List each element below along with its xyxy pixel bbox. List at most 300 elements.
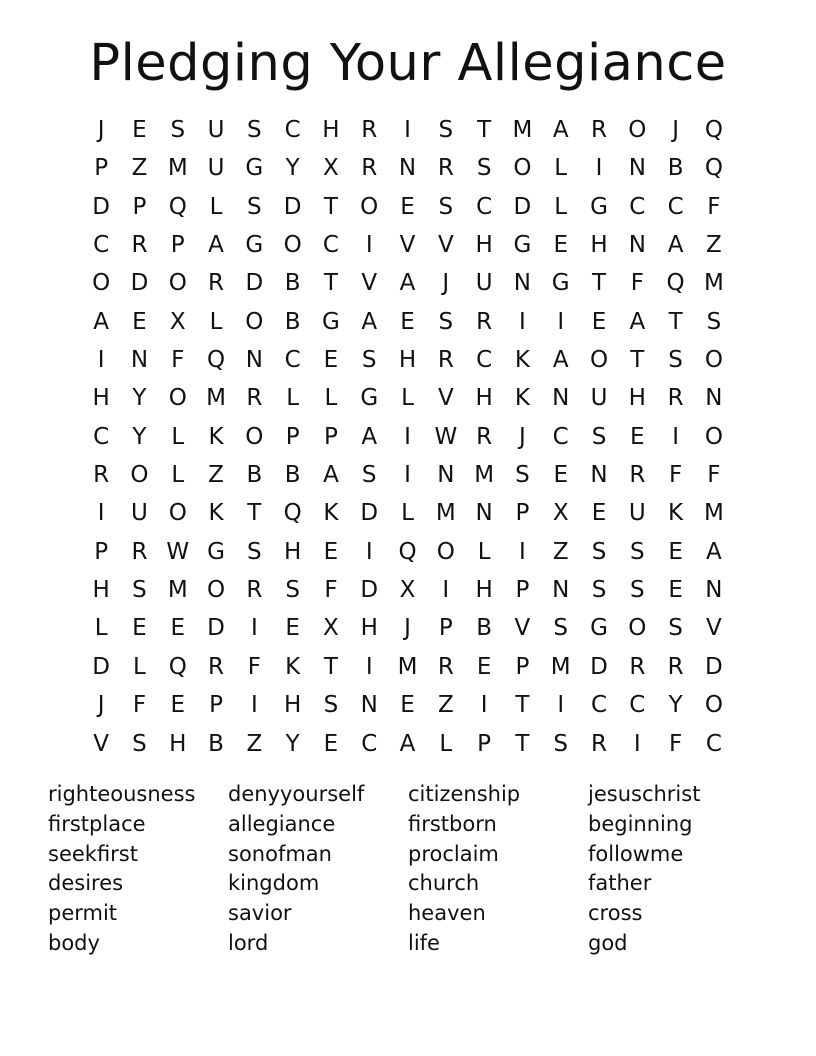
grid-letter[interactable]: I — [365, 653, 373, 680]
grid-letter[interactable]: Y — [285, 155, 300, 182]
grid-letter[interactable]: G — [322, 308, 340, 335]
grid-letter[interactable]: F — [630, 270, 644, 297]
grid-letter[interactable]: F — [132, 692, 147, 719]
grid-letter[interactable]: N — [130, 347, 149, 374]
grid-letter[interactable]: N — [513, 270, 532, 297]
grid-letter[interactable]: U — [628, 500, 646, 527]
grid-letter[interactable]: N — [475, 500, 493, 527]
grid-letter[interactable]: N — [628, 232, 646, 259]
grid-letter[interactable]: I — [365, 232, 373, 259]
grid-letter[interactable]: R — [629, 653, 646, 680]
grid-letter[interactable]: D — [92, 653, 110, 680]
grid-letter[interactable]: C — [93, 232, 110, 259]
grid-letter[interactable]: E — [170, 692, 186, 719]
grid-letter[interactable]: D — [207, 615, 225, 642]
grid-letter[interactable]: S — [591, 577, 607, 604]
grid-letter[interactable]: S — [247, 193, 262, 220]
grid-row — [82, 609, 733, 647]
grid-letter[interactable]: R — [246, 577, 263, 604]
grid-letter[interactable]: Q — [206, 347, 226, 374]
grid-letter[interactable]: C — [629, 692, 646, 719]
grid-letter[interactable]: R — [629, 462, 646, 489]
grid-letter[interactable]: Z — [552, 538, 569, 565]
grid-letter[interactable]: C — [590, 692, 608, 719]
grid-letter[interactable]: J — [442, 270, 450, 297]
grid-letter[interactable]: G — [245, 232, 264, 259]
grid-letter[interactable]: D — [130, 270, 149, 297]
grid-letter[interactable]: D — [513, 193, 532, 220]
grid-letter[interactable]: T — [323, 270, 338, 297]
grid-letter[interactable]: B — [246, 462, 263, 489]
grid-letter[interactable]: H — [92, 577, 110, 604]
grid-letter[interactable]: O — [168, 385, 187, 412]
grid-letter[interactable]: S — [438, 308, 454, 335]
grid-letter[interactable]: X — [323, 615, 339, 642]
grid-letter[interactable]: G — [245, 155, 264, 182]
grid-letter[interactable]: I — [480, 692, 488, 719]
grid-letter[interactable]: I — [404, 462, 411, 489]
grid-letter[interactable]: L — [439, 730, 453, 757]
grid-letter[interactable]: C — [552, 423, 569, 450]
grid-letter[interactable]: R — [437, 347, 454, 374]
grid-letter[interactable]: O — [704, 347, 723, 374]
grid-letter[interactable]: Y — [132, 385, 147, 412]
grid-letter[interactable]: Y — [285, 730, 300, 757]
grid-letter[interactable]: A — [706, 538, 722, 565]
grid-row — [82, 264, 733, 302]
grid-letter[interactable]: A — [323, 462, 339, 489]
grid-letter[interactable]: J — [97, 117, 105, 143]
grid-letter[interactable]: F — [707, 193, 721, 220]
grid-letter[interactable]: R — [476, 423, 493, 450]
grid-letter[interactable]: A — [552, 117, 569, 143]
word-bank-column — [228, 780, 408, 959]
grid-letter[interactable]: K — [285, 653, 301, 680]
grid-letter[interactable]: R — [667, 385, 684, 412]
grid-letter[interactable]: E — [132, 615, 147, 642]
grid-letter[interactable]: G — [590, 193, 608, 220]
grid-letter[interactable]: X — [169, 308, 186, 335]
grid-letter[interactable]: N — [398, 155, 417, 182]
grid-letter[interactable]: U — [475, 270, 493, 297]
grid-letter[interactable]: X — [552, 500, 569, 527]
grid-letter[interactable]: Q — [168, 193, 187, 220]
grid-letter[interactable]: I — [519, 308, 526, 335]
grid-letter[interactable]: Q — [704, 117, 723, 143]
grid-letter[interactable]: P — [94, 155, 109, 182]
grid-letter[interactable]: W — [166, 538, 190, 565]
grid-letter[interactable]: O — [436, 538, 455, 565]
grid-letter[interactable]: R — [361, 117, 378, 143]
grid-letter[interactable]: L — [554, 155, 568, 182]
grid-letter[interactable]: D — [360, 500, 379, 527]
grid-letter[interactable]: C — [476, 347, 493, 374]
grid-letter[interactable]: M — [167, 577, 188, 604]
grid-letter[interactable]: C — [322, 232, 339, 259]
grid-letter[interactable]: Z — [208, 462, 224, 489]
grid-letter[interactable]: A — [93, 308, 110, 335]
grid-letter[interactable]: O — [360, 193, 379, 220]
grid-letter[interactable]: F — [668, 730, 683, 757]
grid-letter[interactable]: J — [404, 615, 411, 642]
grid-letter[interactable]: T — [323, 653, 338, 680]
grid-letter[interactable]: P — [515, 653, 530, 680]
grid-letter[interactable]: O — [245, 423, 264, 450]
word-bank-item: savior — [228, 901, 292, 926]
grid-letter[interactable]: B — [284, 462, 301, 489]
grid-row — [82, 418, 733, 456]
grid-letter[interactable]: S — [285, 577, 300, 604]
grid-letter[interactable]: N — [437, 462, 455, 489]
grid-letter[interactable]: P — [515, 577, 530, 604]
grid-letter[interactable]: S — [132, 577, 147, 604]
grid-letter[interactable]: R — [93, 462, 110, 489]
grid-letter[interactable]: K — [668, 500, 684, 527]
grid-letter[interactable]: S — [438, 117, 454, 143]
grid-letter[interactable]: L — [324, 385, 338, 412]
grid-letter[interactable]: S — [630, 577, 645, 604]
grid-letter[interactable]: V — [93, 730, 110, 757]
grid-letter[interactable]: O — [245, 308, 264, 335]
grid-letter[interactable]: R — [246, 385, 263, 412]
grid-letter[interactable]: C — [361, 730, 378, 757]
grid-letter[interactable]: T — [515, 730, 530, 757]
grid-letter[interactable]: T — [477, 117, 492, 143]
grid-letter[interactable]: L — [94, 615, 108, 642]
grid-letter[interactable]: Y — [668, 692, 683, 719]
grid-letter[interactable]: D — [590, 653, 608, 680]
grid-letter[interactable]: T — [247, 500, 262, 527]
grid-letter[interactable]: M — [703, 500, 724, 527]
grid-letter[interactable]: R — [591, 117, 607, 143]
grid-letter[interactable]: I — [97, 500, 105, 527]
grid-letter[interactable]: T — [591, 270, 607, 297]
grid-letter[interactable]: I — [404, 117, 411, 143]
grid-letter[interactable]: L — [133, 653, 146, 680]
grid-letter[interactable]: H — [398, 347, 417, 374]
grid-letter[interactable]: Z — [437, 692, 454, 719]
grid-letter[interactable]: V — [514, 615, 531, 642]
grid-letter[interactable]: E — [170, 615, 186, 642]
grid-letter[interactable]: Q — [704, 155, 723, 182]
grid-letter[interactable]: L — [554, 193, 568, 220]
grid-letter[interactable]: W — [434, 423, 458, 450]
grid-letter[interactable]: U — [131, 500, 148, 527]
grid-letter[interactable]: A — [552, 347, 569, 374]
grid-letter[interactable]: E — [630, 423, 645, 450]
grid-letter[interactable]: B — [667, 155, 684, 182]
grid-letter[interactable]: L — [209, 308, 223, 335]
grid-letter[interactable]: M — [397, 653, 418, 680]
grid-letter[interactable]: E — [132, 308, 147, 335]
grid-letter[interactable]: E — [323, 347, 339, 374]
grid-letter[interactable]: O — [589, 347, 609, 374]
grid-letter[interactable]: A — [208, 232, 224, 259]
grid-letter[interactable]: M — [550, 653, 571, 680]
grid-letter[interactable]: R — [131, 232, 148, 259]
grid-letter[interactable]: P — [170, 232, 185, 259]
grid-letter[interactable]: F — [668, 462, 683, 489]
grid-letter[interactable]: U — [207, 117, 225, 143]
grid-letter[interactable]: P — [323, 423, 338, 450]
grid-letter[interactable]: B — [208, 730, 224, 757]
grid-letter[interactable]: X — [399, 577, 416, 604]
grid-letter[interactable]: Q — [398, 538, 417, 565]
grid-letter[interactable]: H — [475, 577, 493, 604]
grid-letter[interactable]: D — [360, 577, 379, 604]
grid-letter[interactable]: H — [628, 385, 646, 412]
grid-letter[interactable]: J — [672, 117, 679, 143]
grid-letter[interactable]: D — [705, 653, 723, 680]
grid-letter[interactable]: B — [476, 615, 492, 642]
grid-letter[interactable]: I — [595, 155, 603, 182]
grid-letter[interactable]: H — [360, 615, 378, 642]
grid-letter[interactable]: F — [171, 347, 185, 374]
grid-row — [82, 571, 733, 609]
grid-letter[interactable]: L — [171, 423, 185, 450]
grid-letter[interactable]: E — [323, 730, 339, 757]
grid-letter[interactable]: S — [553, 615, 569, 642]
grid-letter[interactable]: S — [476, 155, 492, 182]
grid-letter[interactable]: I — [519, 538, 526, 565]
grid-letter[interactable]: K — [323, 500, 339, 527]
grid-letter[interactable]: P — [477, 730, 492, 757]
grid-letter[interactable]: D — [245, 270, 264, 297]
grid-letter[interactable]: A — [667, 232, 684, 259]
grid-letter[interactable]: C — [284, 117, 301, 143]
grid-letter[interactable]: C — [667, 193, 684, 220]
grid-letter[interactable]: Q — [666, 270, 685, 297]
grid-letter[interactable]: E — [400, 308, 415, 335]
grid-letter[interactable]: P — [94, 538, 109, 565]
grid-letter[interactable]: S — [668, 347, 683, 374]
grid-letter[interactable]: H — [322, 117, 340, 143]
grid-letter[interactable]: V — [437, 385, 454, 412]
grid-letter[interactable]: L — [171, 462, 185, 489]
grid-letter[interactable]: A — [361, 423, 378, 450]
grid-letter[interactable]: U — [590, 385, 608, 412]
grid-letter[interactable]: I — [442, 577, 450, 604]
grid-letter[interactable]: O — [92, 270, 111, 297]
grid-letter[interactable]: S — [247, 538, 262, 565]
grid-letter[interactable]: M — [474, 462, 495, 489]
grid-letter[interactable]: P — [285, 423, 300, 450]
grid-letter[interactable]: A — [361, 308, 378, 335]
grid-letter[interactable]: N — [245, 347, 263, 374]
grid-letter[interactable]: V — [706, 615, 722, 642]
grid-letter[interactable]: C — [93, 423, 110, 450]
grid-letter[interactable]: L — [401, 385, 414, 412]
grid-letter[interactable]: O — [283, 232, 302, 259]
grid-letter[interactable]: I — [557, 692, 565, 719]
grid-letter[interactable]: N — [552, 577, 570, 604]
grid-letter[interactable]: G — [590, 615, 608, 642]
grid-letter[interactable]: S — [515, 462, 530, 489]
word-bank-item: permit — [48, 901, 118, 926]
grid-letter[interactable]: V — [361, 270, 378, 297]
grid-letter[interactable]: S — [361, 462, 377, 489]
grid-letter[interactable]: H — [475, 385, 493, 412]
grid-letter[interactable]: O — [513, 155, 532, 182]
grid-letter[interactable]: K — [208, 423, 224, 450]
grid-letter[interactable]: S — [668, 615, 683, 642]
grid-letter[interactable]: R — [361, 155, 378, 182]
grid-letter[interactable]: Q — [168, 653, 187, 680]
grid-letter[interactable]: C — [284, 347, 301, 374]
grid-letter[interactable]: E — [285, 615, 300, 642]
grid-letter[interactable]: C — [705, 730, 722, 757]
grid-letter[interactable]: V — [399, 232, 416, 259]
grid-letter[interactable]: U — [207, 155, 225, 182]
grid-letter[interactable]: O — [704, 423, 723, 450]
grid-letter[interactable]: H — [169, 730, 187, 757]
grid-letter[interactable]: E — [668, 577, 683, 604]
grid-letter[interactable]: R — [591, 730, 607, 757]
grid-letter[interactable]: L — [401, 500, 414, 527]
grid-letter[interactable]: N — [360, 692, 378, 719]
grid-letter[interactable]: E — [553, 232, 568, 259]
grid-letter[interactable]: I — [365, 538, 373, 565]
grid-letter[interactable]: R — [208, 270, 225, 297]
grid-letter[interactable]: L — [286, 385, 300, 412]
grid-letter[interactable]: I — [633, 730, 641, 757]
grid-letter[interactable]: Z — [706, 232, 722, 259]
grid-letter[interactable]: L — [209, 193, 223, 220]
grid-letter[interactable]: S — [630, 538, 645, 565]
grid-letter[interactable]: A — [399, 730, 416, 757]
grid-letter[interactable]: M — [703, 270, 724, 297]
grid-letter[interactable]: P — [515, 500, 530, 527]
grid-letter[interactable]: M — [167, 155, 188, 182]
grid-letter[interactable]: G — [207, 538, 225, 565]
grid-letter[interactable]: H — [283, 692, 302, 719]
word-bank-item: beginning — [588, 811, 693, 836]
letter-grid — [82, 111, 733, 763]
grid-letter[interactable]: E — [400, 193, 415, 220]
grid-letter[interactable]: F — [324, 577, 338, 604]
grid-letter[interactable]: A — [629, 308, 646, 335]
grid-letter[interactable]: E — [132, 117, 147, 143]
grid-letter[interactable]: D — [92, 193, 110, 220]
grid-letter[interactable]: A — [399, 270, 416, 297]
grid-letter[interactable]: S — [170, 117, 186, 143]
grid-letter[interactable]: Q — [283, 500, 302, 527]
grid-letter[interactable]: S — [706, 308, 722, 335]
word-bank-item: desires — [48, 871, 124, 896]
grid-letter[interactable]: F — [247, 653, 261, 680]
grid-letter[interactable]: M — [435, 500, 456, 527]
grid-letter[interactable]: S — [323, 692, 339, 719]
grid-letter[interactable]: B — [284, 308, 301, 335]
grid-letter[interactable]: S — [553, 730, 569, 757]
grid-letter[interactable]: L — [477, 538, 491, 565]
grid-letter[interactable]: K — [208, 500, 224, 527]
grid-letter[interactable]: E — [323, 538, 339, 565]
grid-letter[interactable]: H — [590, 232, 608, 259]
grid-letter[interactable]: P — [132, 193, 147, 220]
grid-letter[interactable]: R — [476, 308, 493, 335]
grid-letter[interactable]: S — [247, 117, 262, 143]
grid-letter[interactable]: N — [705, 385, 723, 412]
grid-letter[interactable]: E — [591, 308, 607, 335]
grid-letter[interactable]: J — [97, 692, 105, 719]
grid-letter[interactable]: C — [476, 193, 493, 220]
grid-letter[interactable]: Z — [131, 155, 148, 182]
grid-letter[interactable]: S — [361, 347, 377, 374]
grid-letter[interactable]: S — [132, 730, 147, 757]
grid-letter[interactable]: F — [707, 462, 721, 489]
grid-letter[interactable]: Y — [132, 423, 147, 450]
grid-letter[interactable]: N — [705, 577, 723, 604]
grid-letter[interactable]: H — [283, 538, 302, 565]
grid-letter[interactable]: G — [513, 232, 532, 259]
grid-letter[interactable]: I — [250, 692, 258, 719]
grid-letter[interactable]: I — [672, 423, 679, 450]
grid-letter[interactable]: T — [630, 347, 645, 374]
grid-row — [82, 494, 733, 532]
grid-letter[interactable]: O — [704, 692, 723, 719]
grid-letter[interactable]: I — [97, 347, 105, 374]
grid-letter[interactable]: K — [514, 385, 530, 412]
grid-letter[interactable]: S — [591, 538, 607, 565]
grid-letter[interactable]: I — [250, 615, 258, 642]
grid-letter[interactable]: R — [667, 653, 684, 680]
grid-letter[interactable]: R — [437, 653, 454, 680]
grid-letter[interactable]: O — [628, 117, 647, 143]
grid-letter[interactable]: K — [514, 347, 530, 374]
grid-letter[interactable]: T — [323, 193, 338, 220]
grid-letter[interactable]: O — [168, 500, 187, 527]
grid-letter[interactable]: O — [168, 270, 187, 297]
grid-letter[interactable]: I — [404, 423, 411, 450]
grid-letter[interactable]: O — [206, 577, 226, 604]
grid-letter[interactable]: N — [552, 385, 570, 412]
grid-letter[interactable]: M — [206, 385, 226, 412]
grid-letter[interactable]: I — [557, 308, 565, 335]
grid-letter[interactable]: R — [208, 653, 225, 680]
grid-letter[interactable]: N — [628, 155, 646, 182]
grid-letter[interactable]: Z — [246, 730, 263, 757]
grid-letter[interactable]: V — [437, 232, 454, 259]
grid-letter[interactable]: E — [553, 462, 568, 489]
grid-letter[interactable]: C — [629, 193, 646, 220]
grid-letter[interactable]: S — [438, 193, 454, 220]
grid-letter[interactable]: J — [519, 423, 526, 450]
grid-letter[interactable]: H — [92, 385, 110, 412]
grid-letter[interactable]: S — [591, 423, 607, 450]
grid-letter[interactable]: B — [284, 270, 301, 297]
grid-letter[interactable]: T — [668, 308, 683, 335]
grid-letter[interactable]: X — [323, 155, 339, 182]
grid-letter[interactable]: E — [591, 500, 607, 527]
grid-letter[interactable]: H — [475, 232, 493, 259]
grid-letter[interactable]: R — [131, 538, 148, 565]
grid-letter[interactable]: E — [476, 653, 492, 680]
grid-letter[interactable]: G — [551, 270, 570, 297]
grid-letter[interactable]: R — [437, 155, 454, 182]
grid-letter[interactable]: G — [360, 385, 379, 412]
grid-letter[interactable]: D — [283, 193, 302, 220]
grid-letter[interactable]: E — [400, 692, 415, 719]
grid-letter[interactable]: N — [590, 462, 608, 489]
grid-letter[interactable]: P — [438, 615, 453, 642]
grid-letter[interactable]: M — [512, 117, 533, 143]
grid-letter[interactable]: T — [515, 692, 530, 719]
grid-letter[interactable]: O — [130, 462, 149, 489]
grid-letter[interactable]: P — [209, 692, 223, 719]
grid-letter[interactable]: O — [628, 615, 647, 642]
grid-letter[interactable]: E — [668, 538, 683, 565]
